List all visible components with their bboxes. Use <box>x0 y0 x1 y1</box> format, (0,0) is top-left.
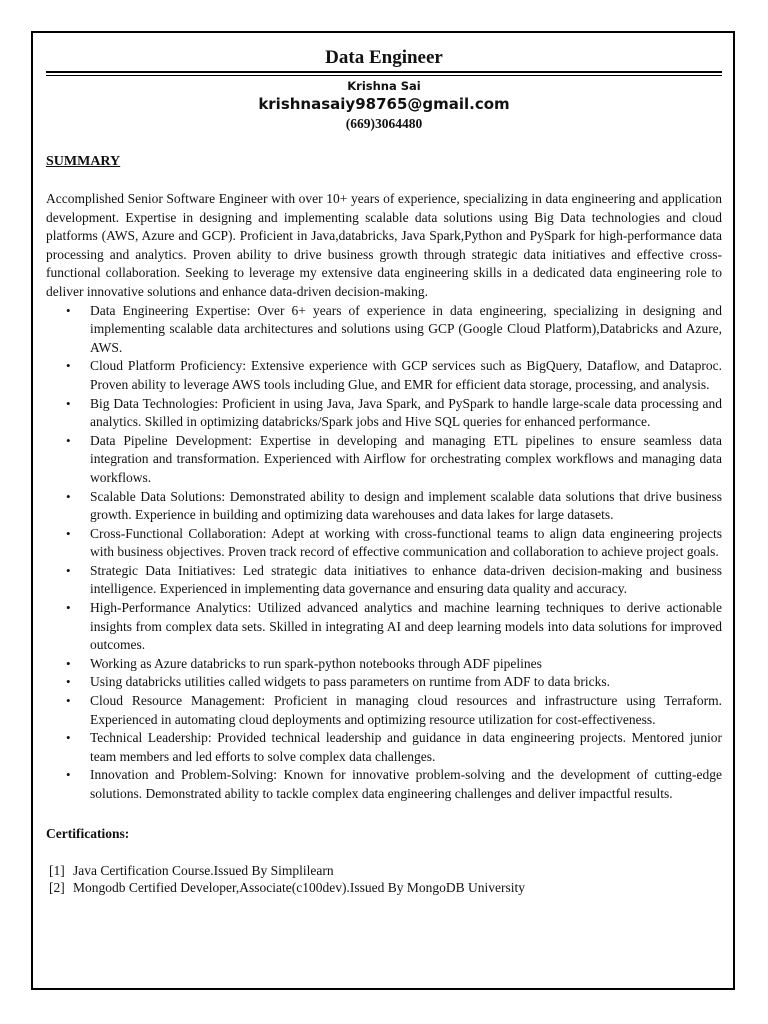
candidate-phone: (669)3064480 <box>345 116 423 131</box>
summary-bullet-item <box>46 488 722 525</box>
certification-text: Java Certification Course.Issued By Simplilearn <box>73 862 334 878</box>
bullet-text: Using databricks utilities called widgets to pass parameters on runtime from ADF to data bricks. <box>90 674 611 690</box>
bullet-icon: • <box>66 432 71 448</box>
candidate-email[interactable]: krishnasaiy98765@gmail.com <box>258 95 510 113</box>
resume-title: Data Engineer <box>325 47 443 68</box>
bullet-text: High-Performance Analytics: Utilized advanced analytics and machine learning techniques to derive actionable insights from complex data sets. Skilled in integrating AI and deep learning models into data solutions for improved outcomes. <box>90 600 722 653</box>
candidate-name: Krishna Sai <box>347 79 421 93</box>
bullet-text: Data Engineering Expertise: Over 6+ years of experience in data engineering, specializing in designing and implementing scalable data architectures and solutions using GCP (Google Cloud Platform),Databricks and Azure, AWS. <box>90 302 722 355</box>
summary-bullet-item <box>46 599 722 655</box>
summary-bullet-item <box>46 357 722 394</box>
bullet-text: Big Data Technologies: Proficient in using Java, Java Spark, and PySpark to handle large-scale data processing and analytics. Skilled in optimizing databricks/Spark jobs and Hive SQL queries for enhanced performance. <box>90 395 722 430</box>
bullet-icon: • <box>66 525 71 541</box>
resume-document <box>46 46 722 896</box>
summary-bullet-item <box>46 432 722 488</box>
summary-bullet-item <box>46 562 722 599</box>
bullet-icon: • <box>66 395 71 411</box>
bullet-icon: • <box>66 655 71 671</box>
title-rule-thin <box>46 75 722 76</box>
certification-number: [2] <box>49 879 65 895</box>
summary-bullet-item <box>46 766 722 803</box>
certification-item <box>46 879 722 896</box>
bullet-text: Scalable Data Solutions: Demonstrated ability to design and implement scalable data solutions that drive business growth. Experience in building and optimizing data warehouses and data lakes for large datasets. <box>90 488 722 523</box>
certification-item <box>46 862 722 879</box>
bullet-icon: • <box>66 302 71 318</box>
certification-text: Mongodb Certified Developer,Associate(c100dev).Issued By MongoDB University <box>73 879 525 895</box>
summary-paragraph: Accomplished Senior Software Engineer with over 10+ years of experience, specializing in data engineering and application development. Expertise in designing and implementing scalable data solutions using Big Data technologies and cloud platforms (AWS, Azure and GCP). Proficient in Java,databricks, Java Spark,Python and PySpark for high-performance data processing and analytics. Proven ability to drive business growth through strategic data initiatives and effective cross-functional collaboration. Seeking to leverage my extensive data engineering skills in a dedicated data engineering role to deliver innovative solutions and enhance data-driven decision-making. <box>46 191 722 299</box>
summary-bullet-item <box>46 673 722 692</box>
certifications-list <box>46 862 722 896</box>
summary-bullet-item <box>46 525 722 562</box>
bullet-icon: • <box>66 730 71 746</box>
summary-bullet-list <box>46 302 722 804</box>
bullet-icon: • <box>66 674 71 690</box>
bullet-text: Technical Leadership: Provided technical leadership and guidance in data engineering projects. Mentored junior team members and led efforts to solve complex data challenges. <box>90 730 722 764</box>
summary-bullet-item <box>46 655 722 674</box>
bullet-text: Cross-Functional Collaboration: Adept at working with cross-functional teams to align data engineering projects with business objectives. Proven track record of effective communication and collaboration to achieve project goals. <box>90 525 722 560</box>
bullet-icon: • <box>66 488 71 504</box>
bullet-text: Innovation and Problem-Solving: Known for innovative problem-solving and the development of cutting-edge solutions. Demonstrated ability to tackle complex data engineering challenges and deliver impactful results. <box>90 767 722 801</box>
certifications-heading: Certifications: <box>46 825 130 841</box>
bullet-text: Working as Azure databricks to run spark-python notebooks through ADF pipelines <box>90 655 542 671</box>
certification-number: [1] <box>49 862 65 878</box>
summary-bullet-item <box>46 302 722 358</box>
bullet-icon: • <box>66 562 71 578</box>
bullet-text: Data Pipeline Development: Expertise in developing and managing ETL pipelines to ensure seamless data integration and transformation. Experienced with Airflow for orchestrating complex workflows and managing data workflows. <box>90 432 722 485</box>
bullet-icon: • <box>66 767 71 783</box>
bullet-text: Strategic Data Initiatives: Led strategic data initiatives to enhance data-driven decision-making and business intelligence. Experienced in implementing data governance and ensuring data quality and accuracy. <box>90 562 722 597</box>
bullet-text: Cloud Resource Management: Proficient in managing cloud resources and infrastructure using Terraform. Experienced in automating cloud deployments and optimizing resource utilization for cost-effectiveness. <box>90 693 722 727</box>
bullet-icon: • <box>66 358 71 374</box>
title-rule-thick <box>46 71 722 73</box>
summary-heading: SUMMARY <box>46 154 121 169</box>
summary-bullet-item <box>46 692 722 729</box>
summary-bullet-item <box>46 395 722 432</box>
summary-bullet-item <box>46 729 722 766</box>
bullet-text: Cloud Platform Proficiency: Extensive experience with GCP services such as BigQuery, Dataflow, and Dataproc. Proven ability to leverage AWS tools including Glue, and EMR for efficient data storage, processing, and analysis. <box>90 358 722 392</box>
bullet-icon: • <box>66 693 71 709</box>
bullet-icon: • <box>66 600 71 616</box>
